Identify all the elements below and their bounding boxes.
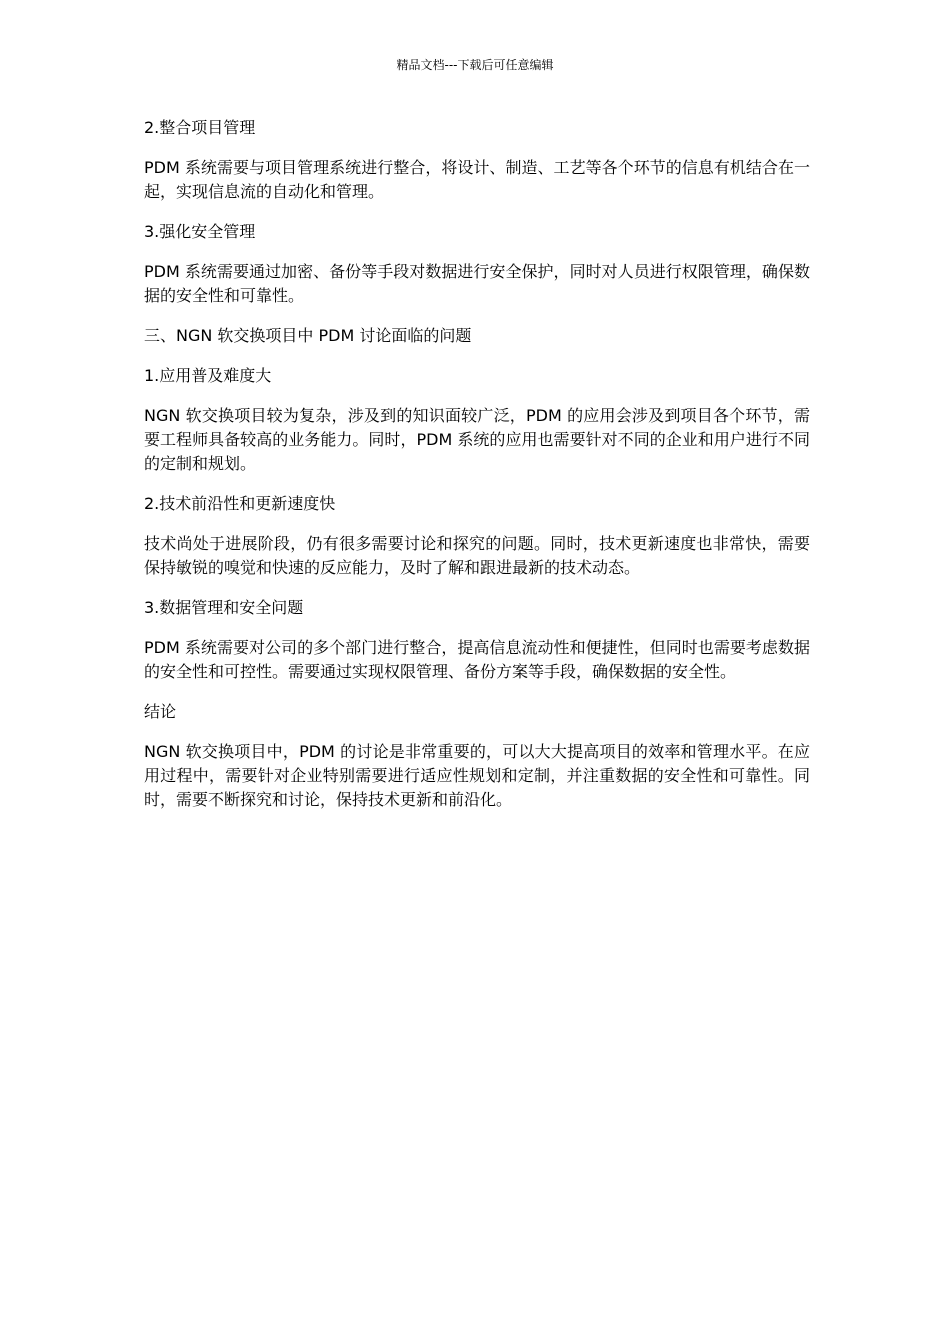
page-header: 精品文档---下载后可任意编辑 [396,58,554,72]
section-heading-integrate-project: 2.整合项目管理 [144,118,256,137]
document-body [144,116,810,828]
paragraph: NGN 软交换项目较为复杂，涉及到的知识面较广泛，PDM 的应用会涉及到项目各个环节，需要工程师具备较高的业务能力。同时，PDM 系统的应用也需要针对不同的企业和用户进行不同的定制和规划。 [144,406,810,473]
section-heading-tech-frontier: 2.技术前沿性和更新速度快 [144,494,336,513]
paragraph: NGN 软交换项目中，PDM 的讨论是非常重要的，可以大大提高项目的效率和管理水平。在应用过程中，需要针对企业特别需要进行适应性规划和定制，并注重数据的安全性和可靠性。同时，需要不断探究和讨论，保持技术更新和前沿化。 [144,742,810,809]
section-heading-data-security: 3.数据管理和安全问题 [144,598,304,617]
paragraph: 技术尚处于进展阶段，仍有很多需要讨论和探究的问题。同时，技术更新速度也非常快，需要保持敏锐的嗅觉和快速的反应能力，及时了解和跟进最新的技术动态。 [144,534,810,577]
section-heading-adoption: 1.应用普及难度大 [144,366,272,385]
paragraph: PDM 系统需要对公司的多个部门进行整合，提高信息流动性和便捷性，但同时也需要考虑数据的安全性和可控性。需要通过实现权限管理、备份方案等手段，确保数据的安全性。 [144,638,810,681]
section-heading-security: 3.强化安全管理 [144,222,256,241]
section-heading-conclusion: 结论 [144,702,177,721]
chapter-heading-problems: 三、NGN 软交换项目中 PDM 讨论面临的问题 [144,326,472,345]
paragraph: PDM 系统需要通过加密、备份等手段对数据进行安全保护，同时对人员进行权限管理，确保数据的安全性和可靠性。 [144,262,810,305]
paragraph: PDM 系统需要与项目管理系统进行整合，将设计、制造、工艺等各个环节的信息有机结合在一起，实现信息流的自动化和管理。 [144,158,810,201]
